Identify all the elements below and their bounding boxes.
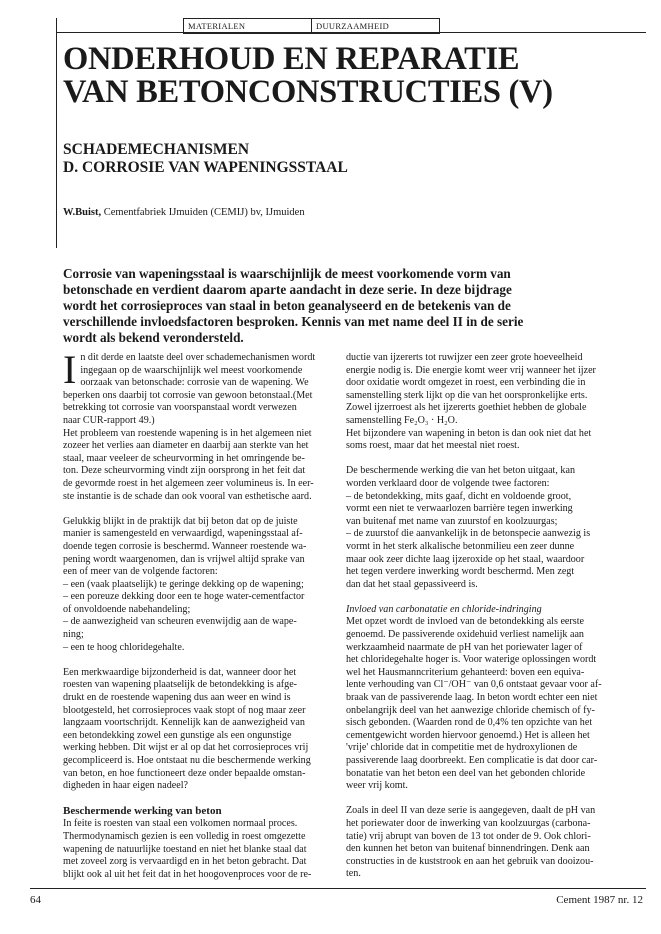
- author-affiliation: Cementfabriek IJmuiden (CEMIJ) bv, IJmuiden: [103, 207, 305, 218]
- text-line: sisch gebonden. (Waarden rond de 0,4% ten opzichte van het: [346, 717, 593, 729]
- text-line: genoemd. De passiverende oxidehuid verliest namelijk aan: [346, 629, 584, 641]
- footer-rule: [30, 888, 646, 889]
- left-column: [63, 347, 335, 881]
- title-line: VAN BETONCONSTRUCTIES (V): [63, 74, 553, 110]
- paragraph: [63, 667, 335, 793]
- lead-line: verschillende invloedsfactoren besproken. Kennis van met name deel II in de serie: [63, 314, 524, 329]
- text-line: ingegaan op de waarschijnlijk wel meest voorkomende: [80, 364, 303, 376]
- text-line: Het bijzondere van wapening in beton is dan ook niet dat het: [346, 427, 592, 439]
- text-line: de gevormde roest in het algemeen zeer volumineus is. In eer-: [63, 477, 314, 489]
- text-line: oorzaak van betonschade: corrosie van de wapening. We: [80, 377, 309, 389]
- text-line: passiverende laag doorbreekt. Een complicatie is dat door car-: [346, 755, 598, 766]
- text-line: – een (vaak plaatselijk) te geringe dekking op de wapening;: [63, 578, 304, 590]
- paragraph: [346, 805, 624, 881]
- author-line: [63, 207, 305, 218]
- text-line: van beton, en hoe functioneert deze onder bepaalde omstan-: [63, 767, 306, 779]
- text-line: – een poreuze dekking door een te hoge water-cementfactor: [63, 591, 305, 603]
- text-line: ton. Deze scheurvorming vindt zijn oorsprong in het feit dat: [63, 465, 306, 477]
- text-line: Zoals in deel II van deze serie is aangegeven, daalt de pH van: [346, 805, 596, 817]
- text-line: Zowel ijzerroest als het ijzererts goethiet hebben de globale: [346, 402, 587, 414]
- text-line: bonatatie van het beton een deel van het gebonden chloride: [346, 767, 586, 779]
- text-line: blijkt ook al uit het feit dat in het hoogovenproces voor de re-: [63, 868, 312, 880]
- text-line: pening wordt waargenomen, dan is vrijwel altijd sprake van: [63, 553, 305, 565]
- article-title: [63, 43, 653, 109]
- text-line: samenstelling sterk lijkt op die van het oorspronkelijke erts.: [346, 389, 588, 401]
- section-label: MATERIALEN: [188, 21, 246, 31]
- intro-block: [63, 347, 335, 392]
- text-line: samenstelling Fe₂O₃ · H₂O.: [346, 414, 458, 426]
- text-line: naar CUR-rapport 49.): [63, 414, 155, 426]
- text-line: langzaam voortschrijdt. Kennelijk kan de aanwezigheid van: [63, 717, 305, 729]
- text-line: – een te hoog chloridegehalte.: [63, 641, 185, 653]
- text-line: cementgewicht worden hiervoor genoemd.) Het is alleen het: [346, 729, 590, 741]
- lead-line: betonschade en verdient daarom aparte aandacht in deze serie. In deze bijdrage: [63, 282, 512, 297]
- text-line: dan dat het staal gepassiveerd is.: [346, 578, 478, 590]
- article-subtitle: [63, 141, 348, 177]
- text-line: ning;: [63, 629, 84, 641]
- lead-paragraph: [63, 266, 603, 346]
- text-line: manier is samengesteld en verwaardigd, wapeningsstaal af-: [63, 528, 303, 540]
- text-line: Gelukkig blijkt in de praktijk dat bij beton dat op de juiste: [63, 515, 298, 527]
- text-line: een betondekking zowel een gunstige als een ongunstige: [63, 729, 292, 741]
- paragraph: [346, 616, 624, 792]
- text-line: constructies in de kuststrook en aan het gebruik van dooizou-: [346, 855, 594, 867]
- text-line: ductie van ijzererts tot ruwijzer een zeer grote hoeveelheid: [346, 352, 583, 363]
- text-line: worden verklaard door de volgende twee factoren:: [346, 477, 550, 489]
- text-line: betrekking tot corrosie van voorspanstaal wordt verwezen: [63, 402, 297, 414]
- text-line: Het probleem van roestende wapening is in het algemeen niet: [63, 427, 312, 439]
- topic-label: DUURZAAMHEID: [311, 19, 439, 33]
- text-line: een of meer van de volgende factoren:: [63, 566, 218, 578]
- subtitle-line: D. CORROSIE VAN WAPENINGSSTAAL: [63, 159, 348, 176]
- lead-line: wordt als bekend verondersteld.: [63, 330, 244, 345]
- right-column: [346, 352, 624, 881]
- text-line: – de betondekking, mits gaaf, dicht en voldoende groot,: [346, 490, 572, 502]
- paragraph: [346, 465, 624, 591]
- text-line: werkzaamheid naarmate de pH van het poriewater lager of: [346, 641, 583, 653]
- text-line: Thermodynamisch gezien is een volledig in roest omgezette: [63, 830, 306, 842]
- text-line: ste instantie is de schade dan ook vooral van esthetische aard.: [63, 490, 312, 502]
- journal-reference: Cement 1987 nr. 12: [556, 894, 643, 906]
- header-left-rule: [56, 18, 57, 248]
- text-line: roesten van wapening plaatselijk de betondekking is afge-: [63, 679, 298, 691]
- text-line: 'vrije' chloride dat in competitie met de hydroxylionen de: [346, 742, 578, 754]
- text-line: werking hebben. Dit wijst er al op dat het corrosieproces vrij: [63, 742, 309, 754]
- subtitle-line: SCHADEMECHANISMEN: [63, 141, 250, 158]
- paragraph: [63, 390, 335, 503]
- title-line: ONDERHOUD EN REPARATIE: [63, 41, 520, 77]
- text-line: het tegen verdere inwerking wordt beschermd. Men zegt: [346, 566, 575, 578]
- text-line: Een merkwaardige bijzonderheid is dat, wanneer door het: [63, 666, 297, 678]
- text-line: van buitenaf met name van zuurstof en koolzuurgas;: [346, 515, 558, 527]
- author-name: W.Buist,: [63, 207, 102, 218]
- text-line: staal, maar veeleer de scheurvorming in het omringende be-: [63, 452, 305, 464]
- text-line: den kunnen het beton van buitenaf binnendringen. Denk aan: [346, 843, 590, 855]
- text-line: vormt een niet te verwaarlozen barrière tegen inwerking: [346, 503, 573, 515]
- paragraph: [346, 352, 624, 453]
- text-line: of onvoldoende nabehandeling;: [63, 603, 191, 615]
- text-line: braak van de passiverende laag. In beton wordt echter een niet: [346, 692, 598, 704]
- paragraph: [63, 516, 335, 655]
- text-line: lente verhouding van Cl⁻/OH⁻ van 0,6 ontstaat gevaar voor af-: [346, 679, 602, 691]
- text-line: door oxidatie wordt omgezet in roest, een verbinding die in: [346, 377, 586, 389]
- text-line: soms roest, maar dat het meestal niet roest.: [346, 440, 520, 452]
- text-line: het chloridegehalte hoger is. Voor waterige oplossingen wordt: [346, 654, 597, 666]
- text-line: energie nodig is. Die energie komt weer vrij wanneer het ijzer: [346, 364, 596, 376]
- page-number: 64: [30, 894, 41, 906]
- text-line: weer vrij komt.: [346, 780, 408, 792]
- header-rule: [56, 32, 646, 33]
- text-line: met zoveel zorg is vervaardigd en in het beton gebracht. Dat: [63, 856, 307, 868]
- lead-line: Corrosie van wapeningsstaal is waarschijnlijk de meest voorkomende vorm van: [63, 266, 511, 281]
- text-line: n dit derde en laatste deel over schademechanismen wordt: [80, 352, 316, 363]
- text-line: In feite is roesten van staal een volkomen normaal proces.: [63, 818, 298, 830]
- text-line: digheden in haar eigen nadeel?: [63, 780, 188, 792]
- text-line: De beschermende werking die van het beton uitgaat, kan: [346, 465, 575, 477]
- text-line: wel het Hausmanncriterium gehanteerd: boven een equiva-: [346, 666, 585, 678]
- lead-line: wordt het corrosieproces van staal in beton geanalyseerd en de betekenis van de: [63, 298, 511, 313]
- text-line: blootgesteld, het corrosieproces vaak stopt of nog maar zeer: [63, 704, 306, 716]
- text-line: ten.: [346, 868, 361, 880]
- text-line: beperken ons daarbij tot corrosie van gewoon betonstaal.(Met: [63, 389, 313, 401]
- text-line: Met opzet wordt de invloed van de betondekking als eerste: [346, 616, 584, 628]
- text-line: drukt en de roestende wapening dus aan weer en wind is: [63, 692, 291, 704]
- text-line: maar ook zeer dichte laag ijzeroxide op het staal, waardoor: [346, 553, 585, 565]
- text-line: zozeer het verlies aan diameter en daarbij aan sterkte van het: [63, 440, 309, 452]
- text-line: het poriewater door de inwerking van koolzuurgas (carbona-: [346, 817, 591, 829]
- text-line: wapening de natuurlijke toestand en niet het blanke staal dat: [63, 843, 307, 855]
- text-line: doende tegen corrosie is beschermd. Wanneer roestende wa-: [63, 540, 307, 552]
- text-line: onbelangrijk deel van het aanwezige chloride chemisch of fy-: [346, 704, 595, 716]
- paragraph: [63, 818, 335, 881]
- text-line: – de aanwezigheid van scheuren evenwijdig aan de wape-: [63, 616, 297, 628]
- drop-cap: I: [63, 347, 77, 392]
- section-heading: Beschermende werking van beton: [63, 805, 222, 818]
- text-line: gecompliceerd is. Hoe ontstaat nu die beschermende werking: [63, 755, 311, 766]
- sub-heading: Invloed van carbonatatie en chloride-indringing: [346, 603, 542, 615]
- text-line: – de zuurstof die aanvankelijk in de betonspecie aanwezig is: [346, 528, 591, 540]
- text-line: tatie) vrij abrupt van boven de 13 tot onder de 9. Ook chlori-: [346, 830, 591, 842]
- text-line: vormt in het sterk alkalische betonmilieu een zeer dunne: [346, 540, 575, 552]
